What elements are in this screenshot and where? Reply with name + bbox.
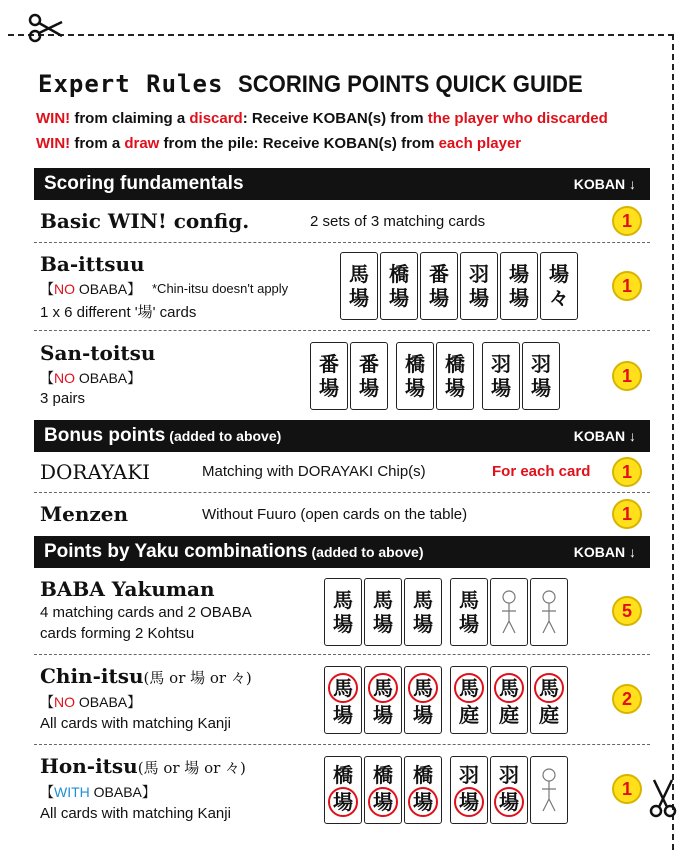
- no-obaba-tag: [40, 692, 141, 712]
- tile-card: [500, 252, 538, 320]
- rule-draw: [36, 135, 521, 152]
- row-desc: Matching with DORAYAKI Chip(s): [202, 463, 426, 480]
- with-obaba-tag: [40, 782, 156, 802]
- guide-title: SCORING POINTS QUICK GUIDE: [237, 71, 583, 98]
- tile-card: [404, 756, 442, 824]
- cut-line-right: [672, 34, 674, 850]
- tag-word: NO: [54, 281, 75, 297]
- row-desc: cards forming 2 Kohtsu: [40, 625, 195, 642]
- tile-card: [340, 252, 378, 320]
- tile-kanji: 羽: [499, 763, 519, 787]
- obaba-card: [490, 578, 528, 646]
- scissors-icon: [648, 778, 678, 818]
- obaba-figure-icon: [538, 587, 560, 637]
- koban-label: KOBAN ↓: [573, 428, 636, 444]
- rule-text: from a: [70, 135, 125, 152]
- tag-text: OBABA】: [75, 694, 142, 710]
- row-name: [40, 754, 246, 778]
- tile-kanji: 場: [509, 286, 529, 310]
- cut-line-top: [8, 34, 674, 36]
- tile-card: [310, 342, 348, 410]
- rule-text: from claiming a: [70, 110, 190, 127]
- row-san-toitsu: [34, 330, 650, 421]
- expert-rules-title: Expert Rules: [38, 70, 224, 98]
- section-bar-fundamentals: [34, 168, 650, 200]
- row-menzen: [34, 492, 650, 534]
- obaba-figure-icon: [538, 765, 560, 815]
- tile-kanji: 馬: [349, 262, 369, 286]
- tile-card: [450, 666, 488, 734]
- tile-kanji: 場: [469, 286, 489, 310]
- tag-bracket: 【: [40, 694, 54, 710]
- section-bar-yaku: [34, 536, 650, 568]
- row-name: Menzen: [40, 502, 129, 526]
- tile-kanji: 橋: [373, 763, 393, 787]
- section-title: [44, 425, 281, 447]
- tile-kanji: 場: [445, 376, 465, 400]
- koban-points: 1: [612, 774, 642, 804]
- tile-kanji: 場: [413, 612, 433, 636]
- tile-kanji: 番: [359, 352, 379, 376]
- tag-text: OBABA】: [75, 370, 142, 386]
- tile-card: [350, 342, 388, 410]
- tile-kanji: 庭: [459, 703, 479, 727]
- row-desc: 2 sets of 3 matching cards: [310, 213, 486, 230]
- obaba-figure-icon: [498, 587, 520, 637]
- tile-card: [490, 756, 528, 824]
- row-name-paren: (馬 or 場 or 々): [137, 759, 246, 777]
- tile-kanji: 場: [333, 703, 353, 727]
- tile-kanji: 橋: [389, 262, 409, 286]
- tile-group: [340, 252, 580, 320]
- row-desc: 3 pairs: [40, 390, 86, 407]
- row-name: BABA Yakuman: [40, 577, 215, 601]
- tile-kanji: 場: [389, 286, 409, 310]
- tile-card: [364, 578, 402, 646]
- tile-kanji: 場: [509, 262, 529, 286]
- row-hon-itsu: [34, 744, 650, 834]
- koban-points: 5: [612, 596, 642, 626]
- tile-group: [324, 666, 570, 734]
- tag-bracket: 【: [40, 370, 54, 386]
- tile-card: [450, 756, 488, 824]
- tile-kanji: 場: [459, 612, 479, 636]
- tile-card: [482, 342, 520, 410]
- tile-kanji: 場: [319, 376, 339, 400]
- tile-card: [450, 578, 488, 646]
- section-title: Scoring fundamentals: [44, 173, 244, 194]
- row-desc: All cards with matching Kanji: [40, 805, 231, 822]
- tile-card: [396, 342, 434, 410]
- tile-group: [310, 342, 562, 410]
- no-obaba-tag: [40, 368, 141, 388]
- tile-kanji: 橋: [405, 352, 425, 376]
- tile-kanji: 場: [349, 286, 369, 310]
- tile-card: [380, 252, 418, 320]
- tag-word: NO: [54, 370, 75, 386]
- tile-kanji: 馬: [413, 588, 433, 612]
- win-label: WIN!: [36, 110, 71, 127]
- tile-card: [420, 252, 458, 320]
- tile-kanji: 場: [333, 612, 353, 636]
- row-desc: Without Fuuro (open cards on the table): [202, 506, 468, 523]
- tile-kanji: 場: [373, 612, 393, 636]
- tile-kanji: 番: [429, 262, 449, 286]
- tile-card: [324, 756, 362, 824]
- row-chin-itsu: [34, 654, 650, 745]
- koban-points: 1: [612, 457, 642, 487]
- row-basic-win: [34, 200, 650, 243]
- tile-card: [324, 578, 362, 646]
- tile-kanji: 場: [373, 703, 393, 727]
- section-note: (added to above): [165, 428, 282, 444]
- tag-bracket: 【: [40, 784, 54, 800]
- tile-kanji: 庭: [539, 703, 559, 727]
- tag-word: NO: [54, 694, 75, 710]
- tile-kanji: 羽: [459, 763, 479, 787]
- discarder-label: the player who discarded: [427, 110, 608, 127]
- row-baba-yakuman: [34, 568, 650, 655]
- tile-kanji: 羽: [469, 262, 489, 286]
- tile-card: [404, 578, 442, 646]
- row-name-paren: (馬 or 場 or 々): [143, 669, 252, 687]
- tile-group: [324, 756, 570, 824]
- koban-points: 1: [612, 206, 642, 236]
- rule-text: from the pile: Receive KOBAN(s) from: [159, 135, 439, 152]
- tile-kanji: 場: [549, 262, 569, 286]
- row-name: Ba-ittsuu: [40, 252, 145, 276]
- row-desc: 1 x 6 different '場' cards: [40, 304, 197, 321]
- section-title-text: Points by Yaku combinations: [44, 541, 308, 562]
- row-dorayaki: [34, 452, 650, 493]
- koban-points: 2: [612, 684, 642, 714]
- tile-card: [540, 252, 578, 320]
- tile-card: [404, 666, 442, 734]
- tile-kanji: 橋: [445, 352, 465, 376]
- each-player-label: each player: [438, 135, 522, 152]
- tile-kanji-circled: 馬: [454, 673, 484, 703]
- tile-kanji: 場: [405, 376, 425, 400]
- tile-kanji-circled: 場: [368, 787, 398, 817]
- tile-kanji-circled: 馬: [328, 673, 358, 703]
- koban-label: KOBAN ↓: [573, 176, 636, 192]
- row-desc: All cards with matching Kanji: [40, 715, 231, 732]
- row-name: [40, 664, 252, 688]
- row-name-text: Hon-itsu: [40, 754, 138, 778]
- row-note: *Chin-itsu doesn't apply: [152, 281, 289, 296]
- draw-label: draw: [124, 135, 160, 152]
- tile-card: [460, 252, 498, 320]
- section-title-text: Bonus points: [44, 425, 166, 446]
- tile-kanji: 場: [413, 703, 433, 727]
- tile-card: [436, 342, 474, 410]
- tile-kanji: 橋: [413, 763, 433, 787]
- row-name: Basic WIN! config.: [40, 209, 250, 233]
- tag-word: WITH: [54, 784, 90, 800]
- tile-kanji: 庭: [499, 703, 519, 727]
- row-name: DORAYAKI: [40, 460, 151, 484]
- tile-card: [490, 666, 528, 734]
- obaba-card: [530, 578, 568, 646]
- tile-kanji: 馬: [459, 588, 479, 612]
- koban-label: KOBAN ↓: [573, 544, 636, 560]
- row-name-text: Chin-itsu: [40, 664, 144, 688]
- for-each-card-label: For each card: [492, 463, 591, 480]
- koban-points: 1: [612, 361, 642, 391]
- tile-kanji: 番: [319, 352, 339, 376]
- tile-card: [522, 342, 560, 410]
- tile-card: [364, 756, 402, 824]
- tile-kanji-circled: 場: [408, 787, 438, 817]
- koban-points: 1: [612, 499, 642, 529]
- rule-text: : Receive KOBAN(s) from: [242, 110, 428, 127]
- tile-kanji: 場: [491, 376, 511, 400]
- tile-kanji-circled: 馬: [494, 673, 524, 703]
- tile-kanji: 々: [549, 286, 569, 310]
- tile-group: [324, 578, 570, 646]
- tile-kanji-circled: 馬: [408, 673, 438, 703]
- tile-kanji: 羽: [491, 352, 511, 376]
- tile-kanji: 場: [359, 376, 379, 400]
- scissors-icon: [28, 12, 64, 44]
- tile-card: [364, 666, 402, 734]
- section-title: [44, 541, 424, 563]
- tile-kanji-circled: 馬: [368, 673, 398, 703]
- obaba-card: [530, 756, 568, 824]
- section-bar-bonus: [34, 420, 650, 452]
- tag-text: OBABA】: [75, 281, 142, 297]
- win-label: WIN!: [36, 135, 71, 152]
- tile-card: [324, 666, 362, 734]
- page-title: [38, 70, 613, 99]
- tile-kanji: 場: [429, 286, 449, 310]
- section-note: (added to above): [307, 544, 424, 560]
- tile-kanji-circled: 場: [494, 787, 524, 817]
- tile-kanji: 橋: [333, 763, 353, 787]
- no-obaba-tag: [40, 279, 141, 299]
- tag-text: OBABA】: [89, 784, 156, 800]
- discard-label: discard: [189, 110, 243, 127]
- tile-kanji: 場: [531, 376, 551, 400]
- rule-discard: [36, 110, 608, 127]
- tile-card: [530, 666, 568, 734]
- tile-kanji-circled: 馬: [534, 673, 564, 703]
- tile-kanji: 馬: [333, 588, 353, 612]
- tag-bracket: 【: [40, 281, 54, 297]
- koban-points: 1: [612, 271, 642, 301]
- tile-kanji-circled: 場: [454, 787, 484, 817]
- row-desc: 4 matching cards and 2 OBABA: [40, 604, 252, 621]
- row-name: San-toitsu: [40, 341, 156, 365]
- tile-kanji: 羽: [531, 352, 551, 376]
- tile-kanji-circled: 場: [328, 787, 358, 817]
- row-ba-ittsuu: [34, 242, 650, 331]
- tile-kanji: 馬: [373, 588, 393, 612]
